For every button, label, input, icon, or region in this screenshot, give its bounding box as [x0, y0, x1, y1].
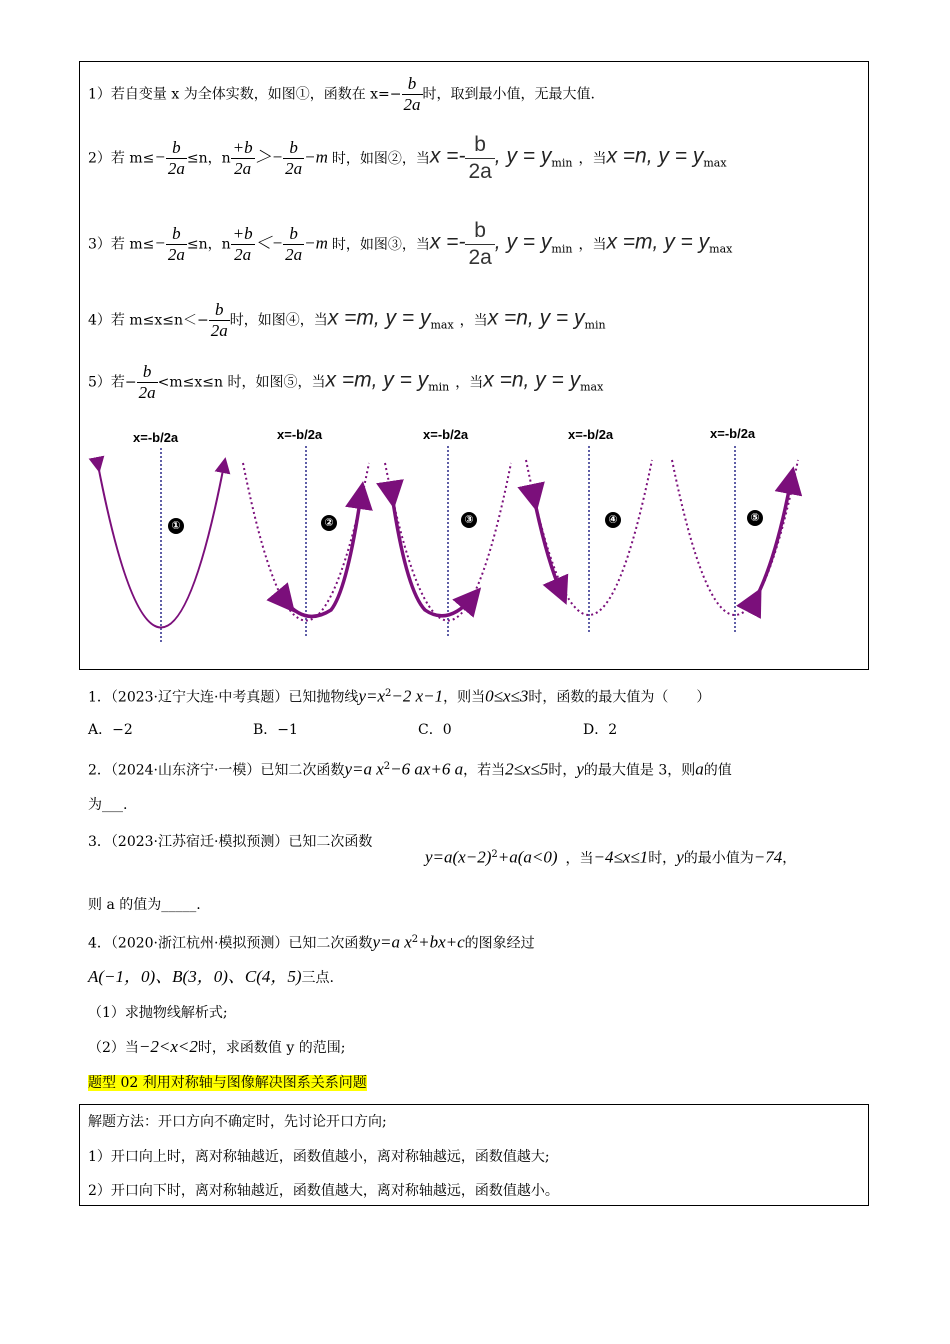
numerator: b — [166, 224, 187, 245]
case-1-line — [88, 74, 595, 115]
denominator: 2a — [285, 159, 303, 178]
q4-text: 4．（2020·浙江杭州·模拟预测）已知二次函数 — [88, 935, 373, 952]
axis-label-3: x=-b/2a — [423, 427, 469, 442]
fraction — [283, 138, 304, 179]
q1-text: 1．（2023·辽宁大连·中考真题）已知抛物线 — [88, 689, 359, 706]
q2-equation: y=a x — [344, 759, 384, 779]
fraction — [283, 224, 304, 265]
q1-text-d: 时，函数的最大值为（ ） — [528, 689, 711, 706]
math-image-text: , y = y — [494, 230, 552, 254]
question-2-blank: 为___. — [88, 797, 128, 813]
case-5-line — [88, 362, 603, 403]
case-4-text-b: 时，如图④，当 — [229, 312, 328, 329]
denominator: 2a — [234, 159, 252, 178]
numerator: b — [283, 224, 304, 245]
case-5-text: 5）若− — [88, 374, 137, 391]
q2-text-h: 的值 — [703, 762, 732, 779]
question-3 — [88, 832, 372, 852]
q2-text-d: 时， — [548, 762, 577, 779]
case-4-text-c: ，当 — [459, 312, 488, 329]
parabola-3-segment — [392, 495, 472, 616]
fraction — [231, 224, 255, 265]
graph-number-2: ② — [321, 515, 337, 531]
q1-option-C[interactable]: C．0 — [418, 722, 452, 738]
case-3-text: 3）若 m≤ — [88, 236, 155, 253]
case-4-line — [88, 300, 606, 341]
math-image-text: x =- — [429, 230, 466, 254]
question-4 — [88, 930, 535, 954]
fraction-image — [465, 132, 494, 185]
q4-text-b: 的图象经过 — [464, 935, 535, 952]
q3-equation: y=a(x−2) — [425, 847, 492, 867]
subscript: max — [709, 242, 733, 256]
numerator: b — [465, 218, 494, 245]
case-5-text-b: <m≤x≤n 时，如图⑤，当 — [157, 374, 326, 391]
minus-sign: − — [154, 147, 166, 167]
denominator: 2a — [167, 245, 185, 264]
denominator: 2a — [468, 160, 492, 183]
q2-text-b: ，若当 — [463, 762, 506, 779]
fraction — [166, 138, 187, 179]
subscript: min — [551, 156, 573, 170]
q1-option-A[interactable]: A．−2 — [88, 722, 133, 738]
graph-number-5: ⑤ — [747, 510, 763, 526]
math-image-text: , y = y — [494, 144, 552, 168]
q3-equation-line — [425, 845, 796, 869]
q4-equation: y=a x — [372, 932, 412, 952]
numerator: b — [166, 138, 187, 159]
numerator: b — [465, 132, 494, 159]
q2-text-f: 的最大值是 3，则 — [583, 762, 696, 779]
math-term: −m — [304, 147, 328, 167]
section-heading-text: 题型 02 利用对称轴与图像解决图系关系问题 — [88, 1075, 367, 1091]
case-4-text: 4）若 m≤x≤n＜− — [88, 312, 209, 329]
case-2-text: 2）若 m≤ — [88, 150, 155, 167]
q3-text: 3．（2023·江苏宿迁·模拟预测）已知二次函数 — [88, 834, 373, 850]
parabola-4-segment — [534, 498, 561, 592]
math-image-text: x =n, y = y — [487, 306, 585, 330]
fraction — [231, 138, 255, 179]
q1-text-b: ，则当 — [443, 689, 486, 706]
case-1-text-end: 时，取到最小值，无最大值. — [422, 86, 595, 103]
subscript: min — [551, 242, 573, 256]
denominator: 2a — [210, 321, 228, 340]
q3-text-h: ， — [782, 850, 797, 867]
q2-equation-rest: −6 ax+6 a — [390, 759, 464, 779]
q4-points-text: 三点. — [301, 970, 334, 986]
exponent: 2 — [411, 934, 419, 945]
denominator: 2a — [403, 95, 421, 114]
q4-points: A(−1，0)、B(3，0)、C(4，5) — [88, 967, 302, 986]
case-3-text-e: 时，如图③，当 — [331, 236, 430, 253]
case-3-text-b: ≤n，n — [186, 236, 231, 253]
math-image-text: x =m, y = y — [325, 368, 429, 392]
method-line-3: 2）开口向下时，离对称轴越近，函数值越大，离对称轴越远，函数值越小。 — [88, 1183, 559, 1199]
numerator: b — [402, 74, 423, 95]
case-5-text-c: ，当 — [455, 374, 484, 391]
numerator: +b — [232, 224, 253, 243]
subscript: min — [428, 380, 450, 394]
math-image-text: x =n, y = y — [606, 144, 704, 168]
denominator: 2a — [234, 245, 252, 264]
section-heading — [88, 1073, 367, 1093]
case-2-line — [88, 132, 727, 185]
case-3-line — [88, 218, 732, 271]
q3-equation-rest: +a(a<0) — [497, 847, 558, 867]
question-4-part-1: （1）求抛物线解析式; — [88, 1005, 228, 1021]
exponent: 2 — [383, 761, 391, 772]
numerator: b — [137, 362, 158, 383]
math-image-text: x =m, y = y — [606, 230, 710, 254]
subscript: min — [584, 318, 606, 332]
q4-equation-rest: +bx+c — [418, 932, 465, 952]
question-1 — [88, 684, 710, 708]
numerator: b — [209, 300, 230, 321]
case-2-text-e: 时，如图②，当 — [331, 150, 430, 167]
subscript: max — [580, 380, 604, 394]
q1-option-B[interactable]: B．−1 — [253, 722, 298, 738]
var-y: y — [576, 759, 584, 779]
denominator: 2a — [167, 159, 185, 178]
question-2 — [88, 757, 732, 781]
math-op: ＜− — [254, 233, 284, 253]
exponent: 2 — [385, 688, 392, 699]
q2-text: 2．（2024·山东济宁·一模）已知二次函数 — [88, 762, 345, 779]
q3-text-f: 的最小值为 — [683, 850, 754, 867]
q1-range: 0≤x≤3 — [485, 686, 529, 706]
axis-label-4: x=-b/2a — [568, 427, 614, 442]
method-line-2: 1）开口向上时，离对称轴越近，函数值越小，离对称轴越远，函数值越大; — [88, 1149, 550, 1165]
math-image-text: x =- — [429, 144, 466, 168]
q3-text-d: 时， — [648, 850, 677, 867]
graph-number-3: ③ — [461, 512, 477, 528]
fraction — [137, 362, 158, 403]
fraction — [166, 224, 187, 265]
fraction — [209, 300, 230, 341]
math-op: ＞− — [254, 147, 284, 167]
q3-text-b: ，当 — [565, 850, 594, 867]
parabola-figures — [79, 420, 869, 650]
denominator: 2a — [138, 383, 156, 402]
q4-part2-text-b: 时，求函数值 y 的范围; — [197, 1040, 346, 1056]
minus-sign: − — [154, 233, 166, 253]
case-2-text-f: ，当 — [578, 150, 607, 167]
q4-range: −2<x<2 — [138, 1037, 198, 1056]
parabola-2-segment — [286, 495, 361, 616]
case-1-text: 1）若自变量 x 为全体实数，如图①，函数在 x=− — [88, 86, 402, 103]
exponent: 2 — [491, 849, 498, 860]
denominator: 2a — [285, 245, 303, 264]
question-4-points — [88, 967, 334, 988]
question-4-part-2 — [88, 1037, 345, 1058]
q3-range: −4≤x≤1 — [593, 847, 649, 867]
var-y: y — [676, 847, 684, 867]
q1-equation-rest: −2 x−1 — [391, 686, 444, 706]
question-3-blank: 则 a 的值为_____. — [88, 897, 201, 913]
axis-label-2: x=-b/2a — [277, 427, 323, 442]
q3-min-value: −74 — [753, 847, 783, 867]
q2-range: 2≤x≤5 — [505, 759, 549, 779]
numerator: b — [283, 138, 304, 159]
axis-label-5: x=-b/2a — [710, 426, 756, 441]
parabola-5-segment — [755, 480, 791, 600]
graph-number-4: ④ — [605, 512, 621, 528]
q4-part2-text: （2）当 — [88, 1040, 139, 1056]
case-2-text-b: ≤n，n — [186, 150, 231, 167]
var-a: a — [695, 759, 704, 779]
method-line-1: 解题方法：开口方向不确定时，先讨论开口方向; — [88, 1114, 387, 1130]
fraction — [402, 74, 423, 115]
q1-option-D[interactable]: D．2 — [583, 722, 618, 738]
subscript: max — [703, 156, 727, 170]
math-image-text: x =m, y = y — [327, 306, 431, 330]
subscript: max — [430, 318, 454, 332]
fraction-image — [465, 218, 494, 271]
denominator: 2a — [468, 246, 492, 269]
graph-number-1: ① — [168, 518, 184, 534]
q1-equation: y=x — [358, 686, 385, 706]
math-image-text: x =n, y = y — [483, 368, 581, 392]
numerator: +b — [232, 138, 253, 157]
axis-label-1: x=-b/2a — [133, 430, 179, 445]
case-3-text-f: ，当 — [578, 236, 607, 253]
math-term: −m — [304, 233, 328, 253]
